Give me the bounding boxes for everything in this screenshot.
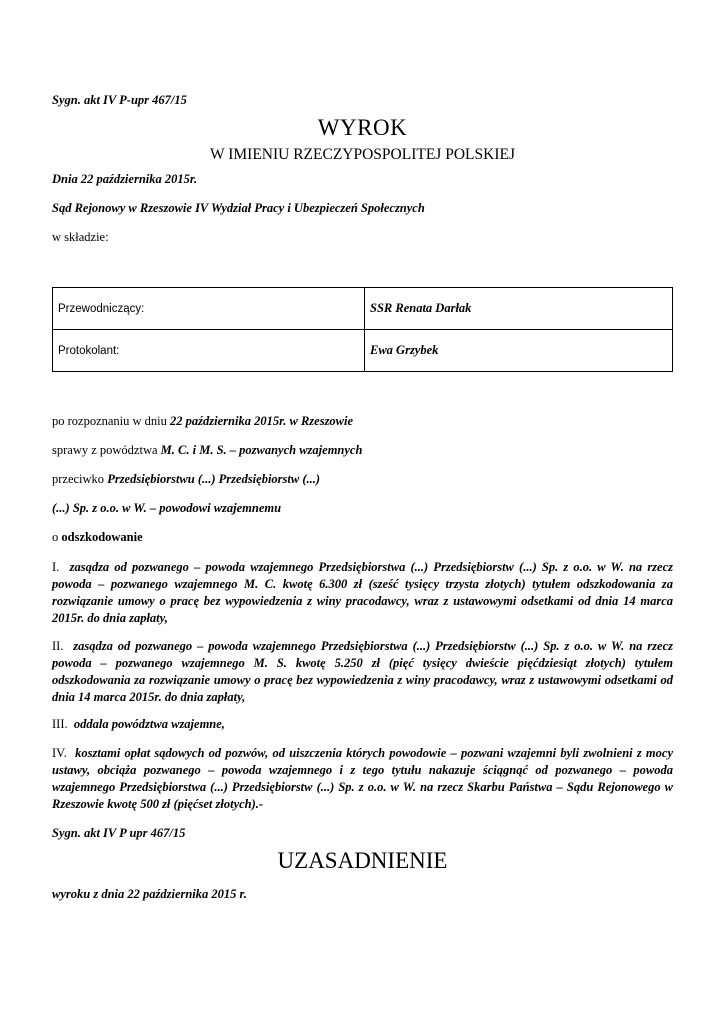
subject-prefix: o [52, 530, 62, 544]
judgment-subtitle: W IMIENIU RZECZYPOSPOLITEJ POLSKIEJ [210, 146, 515, 163]
ruling-number: II. [52, 639, 64, 653]
ruling-number: IV. [52, 746, 67, 760]
ruling-item [52, 716, 673, 733]
plaintiffs-line [52, 443, 362, 458]
ruling-item [52, 745, 673, 813]
composition-label: w składzie: [52, 230, 109, 244]
case-signature-bottom: Sygn. akt IV P upr 467/15 [52, 826, 186, 840]
composition-table [52, 287, 673, 372]
role-cell: Przewodniczący: [53, 288, 365, 330]
ruling-number: III. [52, 717, 68, 731]
proceedings-date-line [52, 414, 353, 429]
justification-title: UZASADNIENIE [277, 848, 448, 873]
ruling-text: zasądza od pozwanego – powoda wzajemnego Przedsiębiorstwa (...) Przedsiębiorstw (...) Sp. z o.o. w W. na rzecz powoda – pozwanego wzajemnego M. C. kwotę 6.300 zł (sześć tysięcy trzysta złotych) tytułem odszkodowania za rozwiązanie umowy o pracę bez wypowiedzenia z winy pracodawcy, wraz z ustawowymi odsetkami od dnia 14 marca 2015r. do dnia zapłaty, [52, 560, 674, 625]
role-cell: Protokolant: [53, 330, 365, 372]
table-row [53, 288, 673, 330]
subject-line [52, 530, 143, 545]
table-row [53, 330, 673, 372]
ruling-text: oddala powództwa wzajemne, [73, 717, 225, 731]
justification-subtitle: wyroku z dnia 22 października 2015 r. [52, 887, 247, 901]
name-cell: SSR Renata Darłak [365, 288, 673, 330]
name-cell: Ewa Grzybek [365, 330, 673, 372]
ruling-item [52, 559, 673, 627]
subject: odszkodowanie [61, 530, 143, 544]
ruling-text: kosztami opłat sądowych od pozwów, od uiszczenia których powodowie – pozwani wzajemni byli zwolnieni z mocy ustawy, obciąża pozwanego – powoda wzajemnego i z tego tytułu nakazuje ściągnąć od pozwanego – powoda wzajemnego Przedsiębiorstwa (...) Przedsiębiorstw (...) Sp. z o.o. w W. na rzecz Skarbu Państwa – Sądu Rejonowego w Rzeszowie kwotę 500 zł (pięćset złotych).- [52, 746, 674, 811]
defendant: Przedsiębiorstwu (...) Przedsiębiorstw (...) [107, 472, 321, 486]
court-name: Sąd Rejonowy w Rzeszowie IV Wydział Pracy i Ubezpieczeń Społecznych [52, 201, 425, 215]
plaintiffs: M. C. i M. S. – pozwanych wzajemnych [160, 443, 363, 457]
defendant-line [52, 472, 320, 487]
judgment-title: WYROK [317, 115, 408, 140]
ruling-text: zasądza od pozwanego – powoda wzajemnego Przedsiębiorstwa (...) Przedsiębiorstw (...) Sp. z o.o. w W. na rzecz powoda – pozwanego wzajemnego M. S. kwotę 5.250 zł (pięć tysięcy dwieście pięćdziesiąt złotych) tytułem odszkodowania za rozwiązanie umowy o pracę bez wypowiedzenia z winy pracodawcy, wraz z ustawowymi odsetkami od dnia 14 marca 2015r. do dnia zapłaty, [52, 639, 673, 704]
defendant-continued: (...) Sp. z o.o. w W. – powodowi wzajemnemu [52, 501, 282, 515]
defendant-prefix: przeciwko [52, 472, 108, 486]
ruling-number: I. [52, 560, 60, 574]
proceedings-date: 22 października 2015r. w Rzeszowie [170, 414, 354, 428]
proceedings-date-prefix: po rozpoznaniu w dniu [52, 414, 171, 428]
judgment-date: Dnia 22 października 2015r. [52, 172, 198, 186]
ruling-item [52, 638, 673, 706]
plaintiffs-prefix: sprawy z powództwa [52, 443, 161, 457]
case-signature-top: Sygn. akt IV P-upr 467/15 [52, 93, 187, 107]
